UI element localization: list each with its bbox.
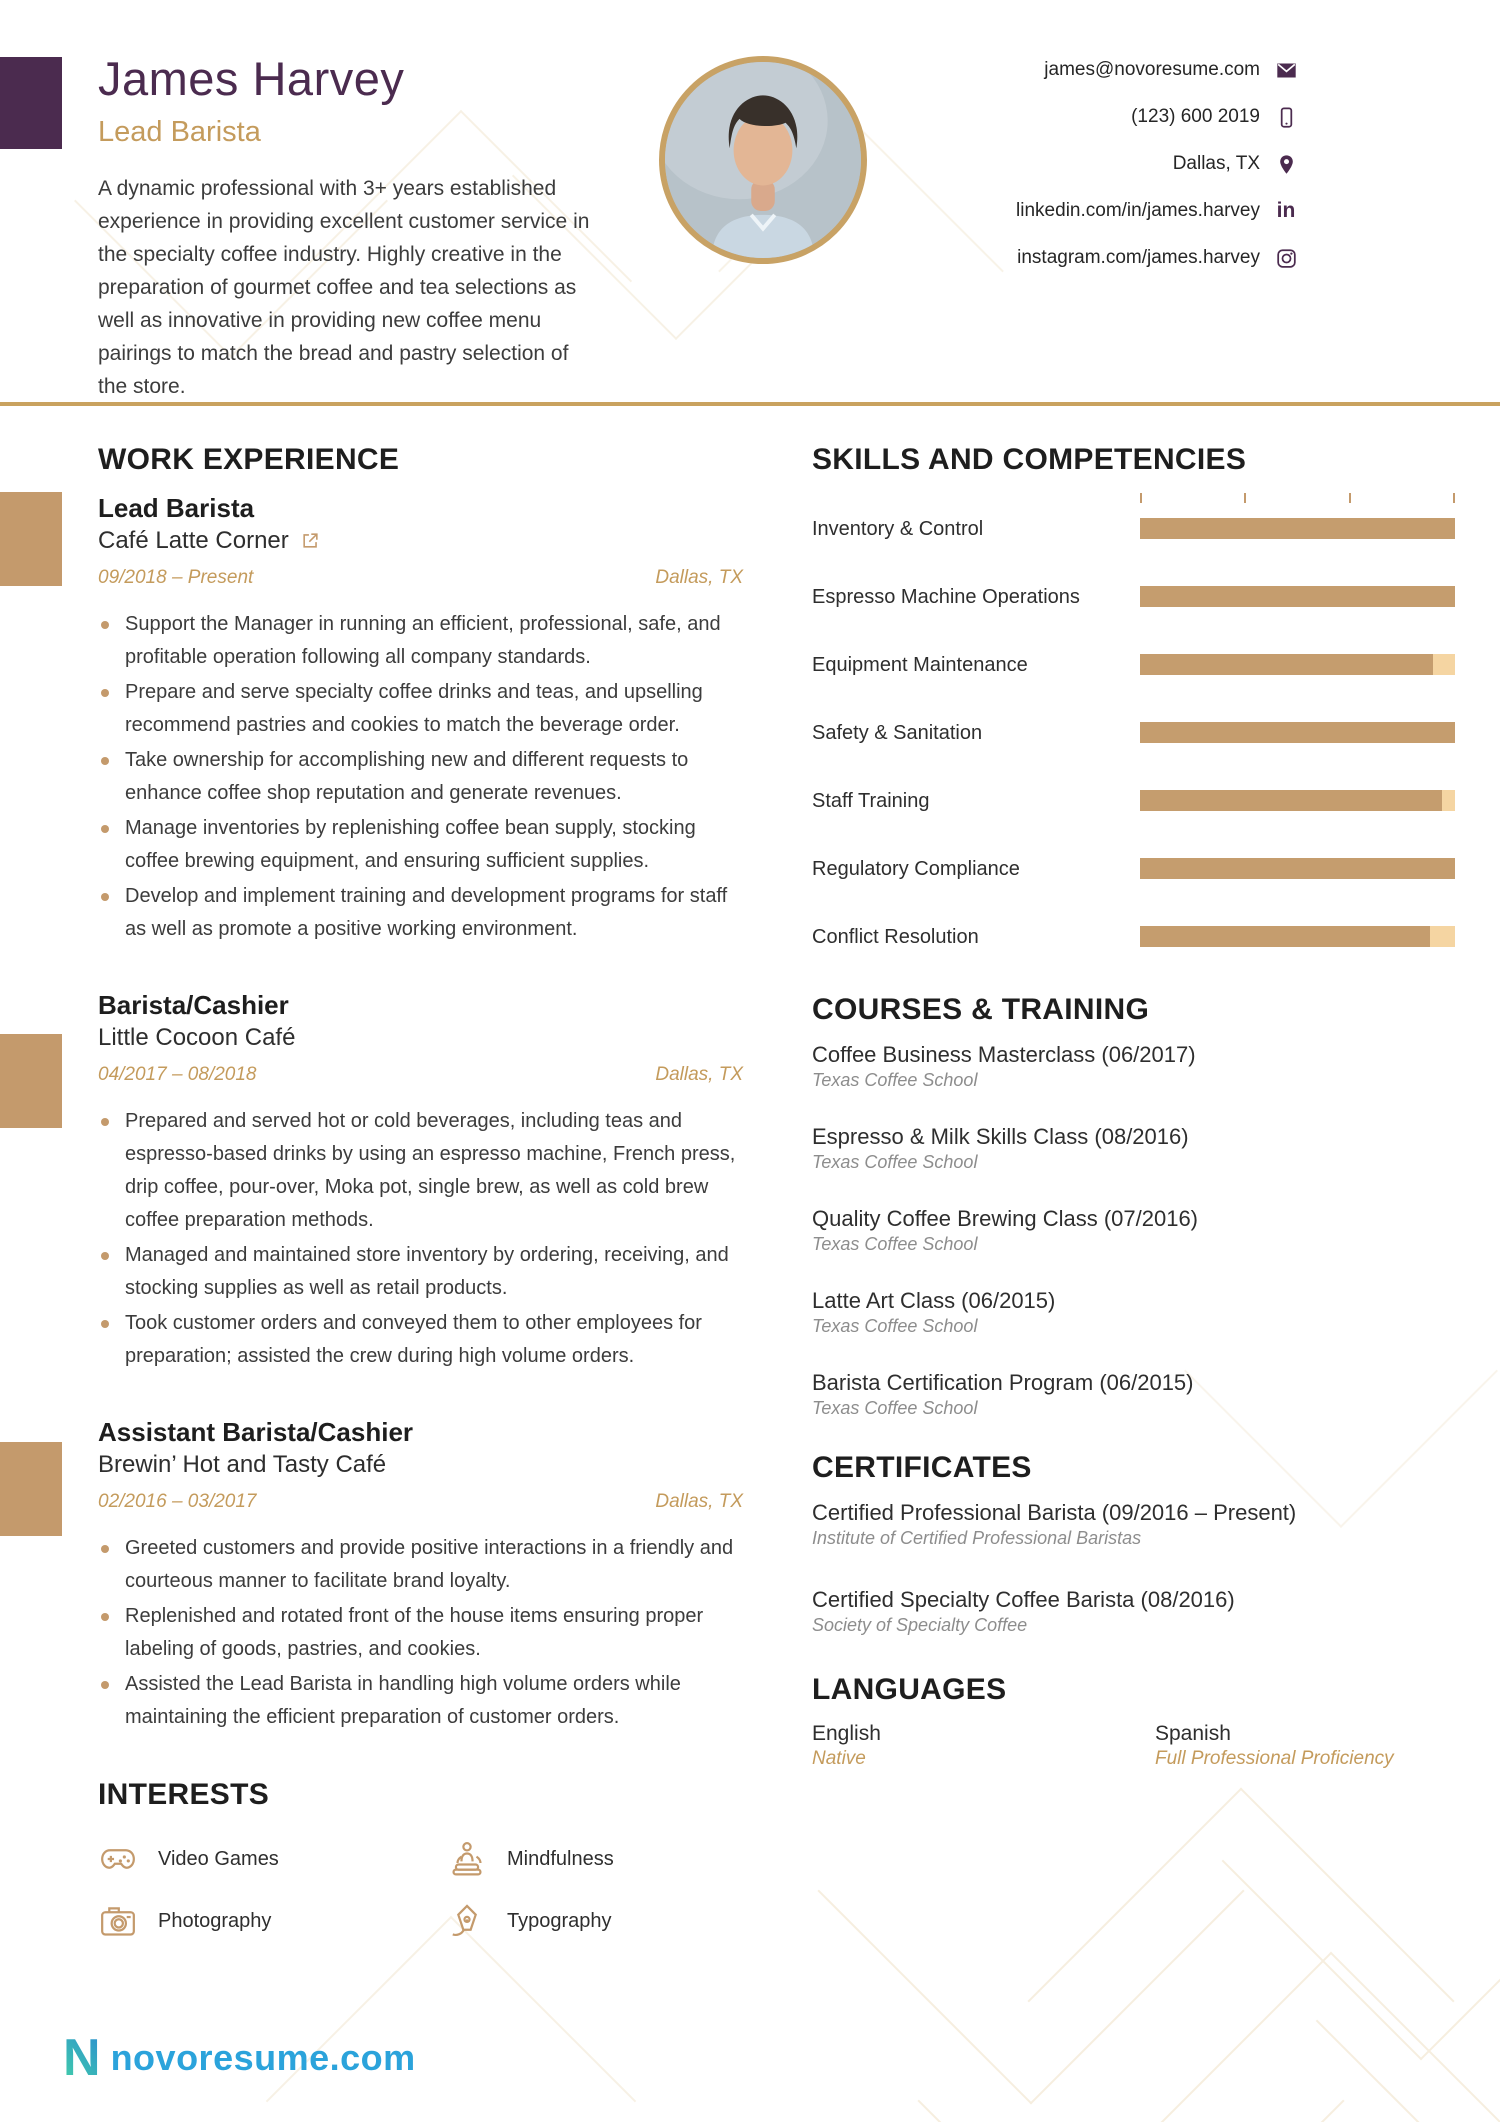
job-date: 04/2017 – 08/2018: [98, 1064, 257, 1085]
interest-item: [447, 1836, 743, 1882]
contact-item[interactable]: [1016, 152, 1297, 176]
skill-bar: [1140, 518, 1455, 539]
job-company: Café Latte Corner: [98, 527, 289, 554]
skill-row: [812, 857, 1455, 925]
job-bullets: [98, 1532, 743, 1734]
interest-label: Photography: [158, 1909, 272, 1932]
skill-label: Regulatory Compliance: [812, 858, 1020, 880]
interest-label: Typography: [507, 1909, 612, 1932]
list-item: [812, 1499, 1455, 1551]
job-date: 02/2016 – 03/2017: [98, 1491, 257, 1512]
camera-icon: [98, 1901, 138, 1941]
job-bullet: Develop and implement training and development programs for staff as well as promote a positive working environment.: [98, 880, 743, 946]
contact-item[interactable]: [1016, 246, 1297, 270]
pen-nib-icon: [447, 1901, 487, 1941]
skill-label: Espresso Machine Operations: [812, 586, 1080, 608]
interest-label: Video Games: [158, 1847, 279, 1870]
skill-row: [812, 721, 1455, 789]
item-organization: Texas Coffee School: [812, 1152, 978, 1172]
job-bullet: Manage inventories by replenishing coffee bean supply, stocking coffee brewing equipment, and ensuring sufficient supplies.: [98, 812, 743, 878]
portrait-illustration: [665, 62, 861, 258]
job-company: Brewin’ Hot and Tasty Café: [98, 1451, 387, 1478]
skill-row: [812, 653, 1455, 721]
skill-bar-fill: [1140, 518, 1455, 539]
email-icon: [1275, 59, 1297, 81]
job-title: Lead Barista: [98, 493, 255, 523]
job-bullet: Prepare and serve specialty coffee drinks and teas, and upselling recommend pastries and cookies to match the beverage order.: [98, 676, 743, 742]
job-accent-tab: [0, 492, 62, 586]
skill-row: [812, 585, 1455, 653]
languages-heading: LANGUAGES: [812, 1673, 1007, 1706]
profile-photo: [659, 56, 867, 264]
item-title: Barista Certification Program (06/2015): [812, 1370, 1194, 1395]
language-name: English: [812, 1722, 881, 1745]
contact-list: [1016, 58, 1297, 293]
external-link-icon[interactable]: [301, 531, 320, 550]
location-icon: [1275, 153, 1297, 175]
left-column: [98, 443, 743, 1944]
header-accent-block: [0, 57, 62, 149]
job-bullet: Managed and maintained store inventory by ordering, receiving, and stocking supplies as well as retail products.: [98, 1239, 743, 1305]
item-title: Espresso & Milk Skills Class (08/2016): [812, 1124, 1189, 1149]
job-bullets: [98, 608, 743, 946]
job-entry: [98, 990, 743, 1373]
job-location: Dallas, TX: [655, 567, 743, 588]
job-location: Dallas, TX: [655, 1491, 743, 1512]
job-company: Little Cocoon Café: [98, 1024, 296, 1051]
job-title: Assistant Barista/Cashier: [98, 1417, 414, 1447]
skill-label: Safety & Sanitation: [812, 722, 983, 744]
interest-item: [98, 1836, 447, 1882]
skill-bar: [1140, 586, 1455, 607]
item-organization: Texas Coffee School: [812, 1234, 978, 1254]
job-bullet: Greeted customers and provide positive interactions in a friendly and courteous manner to facilitate brand loyalty.: [98, 1532, 743, 1598]
job-bullets: [98, 1105, 743, 1373]
job-entry: [98, 1417, 743, 1734]
job-bullet: Prepared and served hot or cold beverages, including teas and espresso-based drinks by using an espresso machine, French press, drip coffee, pour-over, Moka pot, single brew, as well as cold brew coffee preparation methods.: [98, 1105, 743, 1237]
novoresume-logo-icon: N: [63, 2029, 101, 2087]
footer-brand[interactable]: [63, 2029, 416, 2087]
interest-item: [98, 1898, 447, 1944]
contact-item[interactable]: [1016, 199, 1297, 223]
language-level: Native: [812, 1748, 866, 1769]
work-experience-heading: WORK EXPERIENCE: [98, 443, 400, 476]
summary-text: A dynamic professional with 3+ years established experience in providing excellent customer service in the specialty coffee industry. Highly creative in the preparation of gourmet coffee and tea selections as well as innovative in providing new coffee menu pairings to match the bread and pastry selection of the store.: [98, 177, 590, 398]
item-title: Coffee Business Masterclass (06/2017): [812, 1042, 1196, 1067]
job-title: Barista/Cashier: [98, 990, 289, 1020]
list-item: [812, 1041, 1455, 1093]
linkedin-icon: in: [1276, 199, 1296, 222]
certificates-heading: CERTIFICATES: [812, 1451, 1032, 1484]
list-item: [812, 1205, 1455, 1257]
skill-label: Inventory & Control: [812, 518, 984, 540]
item-organization: Texas Coffee School: [812, 1070, 978, 1090]
skill-bar-fill: [1140, 654, 1433, 675]
list-item: [812, 1586, 1455, 1638]
item-title: Quality Coffee Brewing Class (07/2016): [812, 1206, 1199, 1231]
interests-heading: INTERESTS: [98, 1778, 270, 1811]
skills-list: [812, 517, 1455, 993]
certificates-list: [812, 1499, 1455, 1638]
brand-text: novoresume.com: [110, 2037, 416, 2078]
header: [98, 52, 638, 403]
skill-row: [812, 789, 1455, 857]
item-title: Certified Specialty Coffee Barista (08/2016): [812, 1587, 1235, 1612]
skill-bar: [1140, 926, 1455, 947]
job-bullet: Took customer orders and conveyed them to other employees for preparation; assisted the crew during high volume orders.: [98, 1307, 743, 1373]
skill-row: [812, 517, 1455, 585]
item-organization: Society of Specialty Coffee: [812, 1615, 1028, 1635]
job-date: 09/2018 – Present: [98, 567, 254, 588]
item-title: Certified Professional Barista (09/2016 – Present): [812, 1500, 1297, 1525]
skill-row: [812, 925, 1455, 993]
language-item: [1155, 1721, 1455, 1771]
interests-grid: [98, 1836, 743, 1944]
phone-icon: [1275, 106, 1297, 128]
job-bullet: Replenished and rotated front of the house items ensuring proper labeling of goods, pastries, and cookies.: [98, 1600, 743, 1666]
job-accent-tab: [0, 1442, 62, 1536]
list-item: [812, 1123, 1455, 1175]
skill-bar-fill: [1140, 722, 1455, 743]
languages-list: [812, 1721, 1455, 1771]
language-item: [812, 1721, 1155, 1771]
skill-bar-fill: [1140, 790, 1442, 811]
contact-value: james@novoresume.com: [1044, 59, 1260, 80]
skill-label: Conflict Resolution: [812, 926, 979, 948]
contact-item[interactable]: [1016, 105, 1297, 129]
job-bullet: Take ownership for accomplishing new and different requests to enhance coffee shop reputation and generate revenues.: [98, 744, 743, 810]
interest-item: [447, 1898, 743, 1944]
contact-item[interactable]: [1016, 58, 1297, 82]
right-column: [812, 443, 1455, 1771]
list-item: [812, 1287, 1455, 1339]
contact-value: instagram.com/james.harvey: [1017, 247, 1260, 268]
skill-label: Equipment Maintenance: [812, 654, 1028, 676]
person-name: James Harvey: [98, 52, 405, 105]
contact-value: (123) 600 2019: [1131, 106, 1260, 127]
gamepad-icon: [98, 1839, 138, 1879]
skill-bar-fill: [1140, 858, 1455, 879]
person-job-title: Lead Barista: [98, 116, 261, 148]
interest-label: Mindfulness: [507, 1847, 614, 1870]
skill-scale-ticks: [1140, 493, 1455, 503]
job-entry: [98, 493, 743, 946]
meditation-icon: [447, 1839, 487, 1879]
item-organization: Texas Coffee School: [812, 1398, 978, 1418]
language-name: Spanish: [1155, 1722, 1231, 1745]
skill-bar: [1140, 858, 1455, 879]
language-level: Full Professional Proficiency: [1155, 1748, 1394, 1769]
item-organization: Texas Coffee School: [812, 1316, 978, 1336]
courses-heading: COURSES & TRAINING: [812, 993, 1150, 1026]
item-organization: Institute of Certified Professional Baristas: [812, 1528, 1142, 1548]
skill-bar-fill: [1140, 586, 1455, 607]
skill-bar-fill: [1140, 926, 1430, 947]
skill-label: Staff Training: [812, 790, 930, 812]
skills-heading: SKILLS AND COMPETENCIES: [812, 443, 1247, 476]
contact-value: linkedin.com/in/james.harvey: [1016, 200, 1260, 221]
job-bullet: Support the Manager in running an efficient, professional, safe, and profitable operation following all company standards.: [98, 608, 743, 674]
job-location: Dallas, TX: [655, 1064, 743, 1085]
item-title: Latte Art Class (06/2015): [812, 1288, 1056, 1313]
skill-bar: [1140, 790, 1455, 811]
jobs: [98, 493, 743, 1734]
courses-list: [812, 1041, 1455, 1421]
job-accent-tab: [0, 1034, 62, 1128]
contact-value: Dallas, TX: [1172, 153, 1260, 174]
skill-bar: [1140, 722, 1455, 743]
job-bullet: Assisted the Lead Barista in handling high volume orders while maintaining the efficient preparation of customer orders.: [98, 1668, 743, 1734]
skill-bar: [1140, 654, 1455, 675]
instagram-icon: [1275, 247, 1297, 269]
list-item: [812, 1369, 1455, 1421]
